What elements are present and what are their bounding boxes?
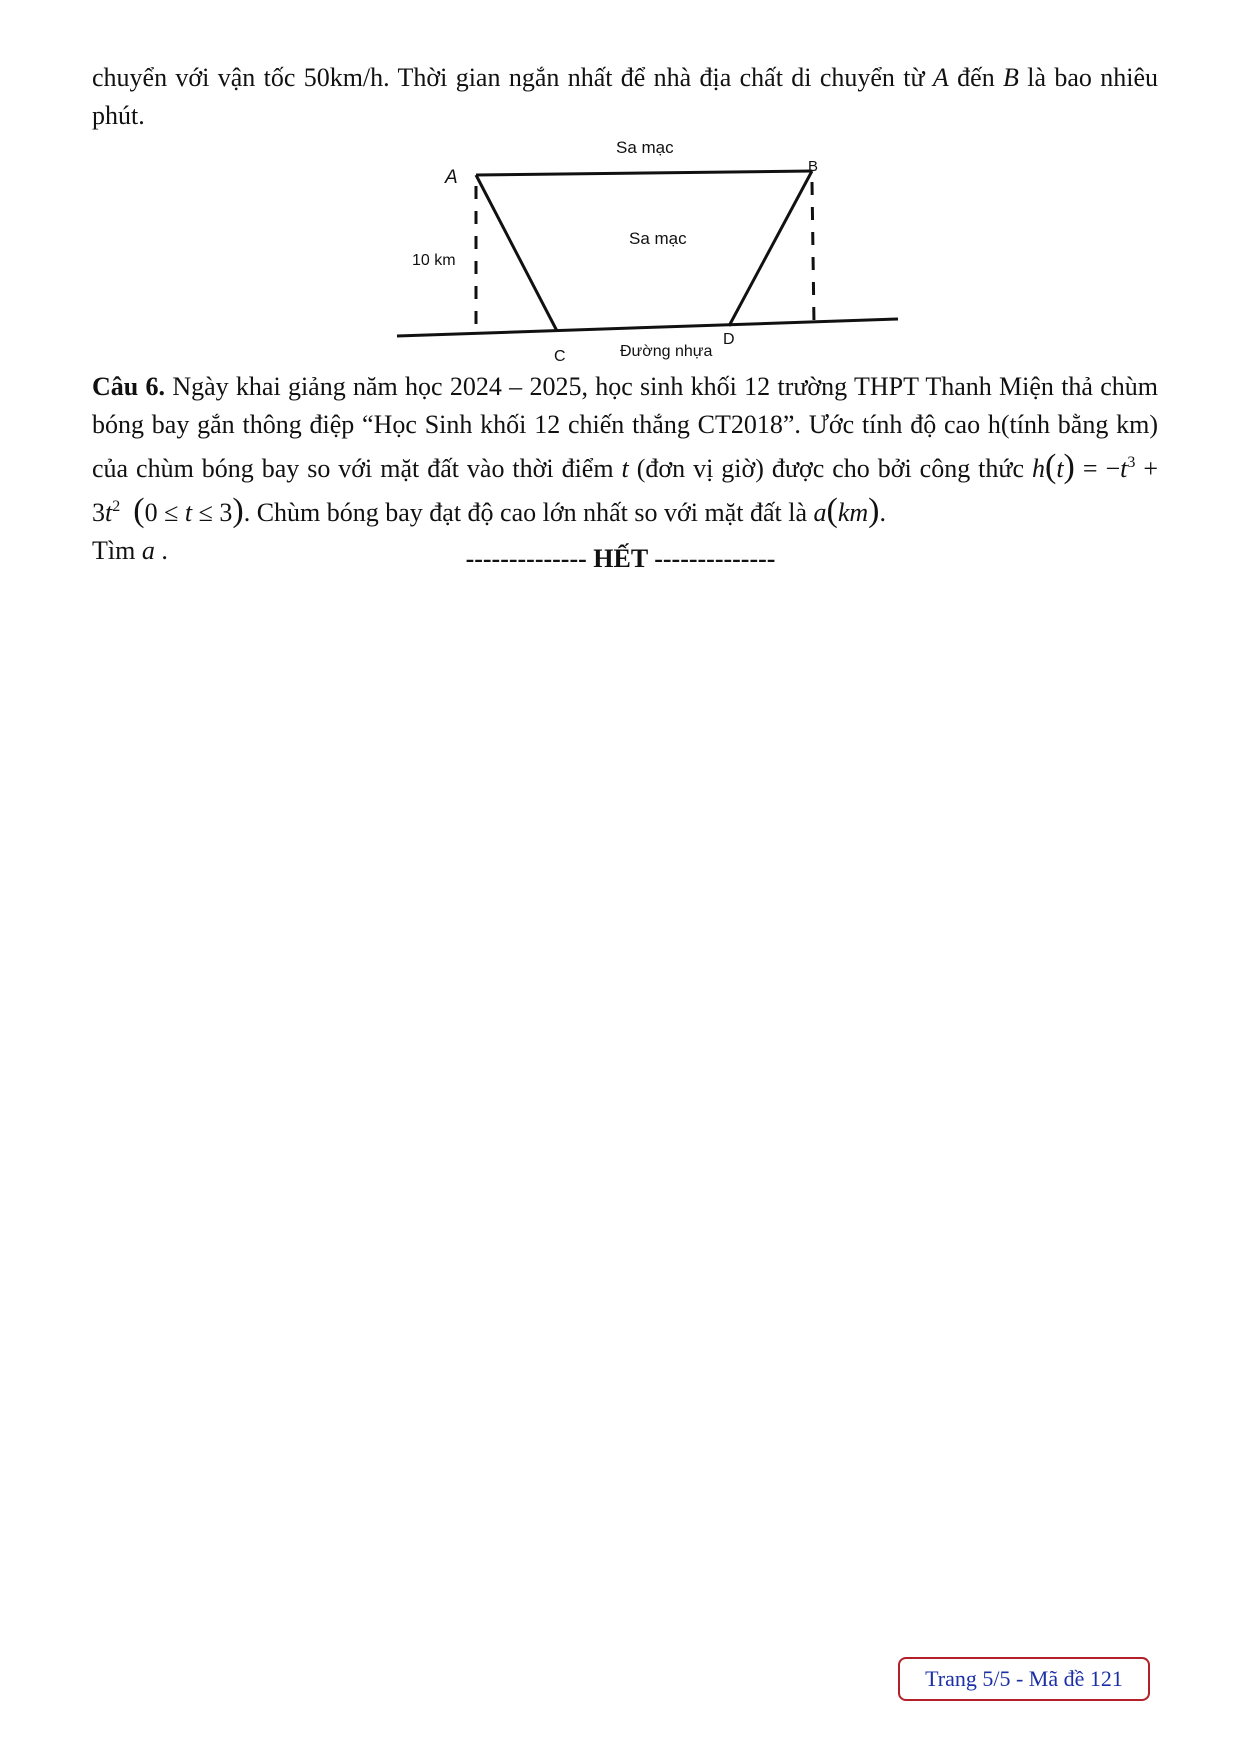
q6-text-f: Tìm	[92, 536, 142, 565]
domain-b: ≤ 3	[192, 498, 233, 527]
exponent-2: 2	[112, 498, 121, 515]
q6-text-a: Ngày khai giảng năm học	[165, 372, 450, 401]
label-middle-desert: Sa mạc	[629, 229, 687, 248]
unit-paren-close: )	[868, 492, 880, 529]
geometry-figure	[390, 132, 920, 364]
find-var: a	[141, 536, 155, 565]
domain-paren-open: (	[133, 492, 145, 529]
intro-text-2: . Thời gian ngắn nhất để nhà địa chất di chuyển từ	[383, 63, 933, 92]
question-6-label: Câu 6.	[92, 372, 166, 401]
road-line	[397, 319, 898, 336]
label-point-d: D	[723, 331, 735, 348]
q6-var-t: t	[621, 454, 629, 483]
paren-close: )	[1063, 448, 1075, 485]
label-top-desert: Sa mạc	[616, 138, 674, 157]
line-ab	[476, 171, 812, 175]
point-b-ref: B	[1003, 63, 1019, 92]
point-a-ref: A	[932, 63, 949, 92]
speed-unit: km/h	[329, 63, 384, 92]
intro-text-3: đến	[948, 63, 1004, 92]
dashed-height-b	[812, 182, 814, 324]
unit-paren-open: (	[826, 492, 838, 529]
intro-text-4: là bao nhiêu phút.	[92, 63, 1158, 130]
q6-text-c: (đơn vị giờ) được cho bởi công thức	[628, 454, 1032, 483]
line-ac	[476, 175, 557, 331]
label-road: Đường nhựa	[620, 343, 713, 360]
line-db	[729, 171, 812, 326]
paren-open: (	[1044, 448, 1057, 485]
page-footer-badge: Trang 5/5 - Mã đề 121	[898, 1657, 1150, 1701]
q6-text-e: .	[879, 498, 886, 527]
formula-eq: = −	[1074, 454, 1121, 483]
speed-value: 50	[303, 63, 330, 92]
label-point-a: A	[445, 167, 458, 188]
label-point-b: B	[808, 158, 819, 175]
intro-paragraph	[92, 59, 1158, 135]
domain-t: t	[184, 498, 193, 527]
answer-unit: km	[837, 498, 869, 527]
label-point-c: C	[554, 348, 566, 364]
question-6	[92, 368, 1158, 570]
formula-h: h	[1031, 454, 1045, 483]
formula-t3: t	[1120, 454, 1128, 483]
end-marker: -------------- HẾT --------------	[465, 544, 776, 573]
formula-t2: t	[105, 498, 113, 527]
domain-a: 0 ≤	[144, 498, 185, 527]
label-distance: 10 km	[412, 252, 456, 269]
intro-text-1: chuyển với vận tốc	[92, 63, 304, 92]
domain-paren-close: )	[232, 492, 244, 529]
q6-text-b: , học sinh khối 12 trường THPT Thanh Miện thả chùm bóng bay gắn thông điệp “Học Sinh khối 12 chiến thắng CT2018”. Ước tính độ cao h(tính bằng km) của chùm bóng bay so với mặt đất vào thời điểm	[92, 372, 1158, 483]
q6-school-year: 2024 – 2025	[449, 372, 582, 401]
exponent-3: 3	[1127, 454, 1136, 471]
q6-text-d: . Chùm bóng bay đạt độ cao lớn nhất so với mặt đất là	[243, 498, 814, 527]
answer-var: a	[813, 498, 827, 527]
q6-text-g: .	[154, 536, 168, 565]
formula-plus: + 3	[92, 454, 1159, 527]
formula-t: t	[1056, 454, 1064, 483]
